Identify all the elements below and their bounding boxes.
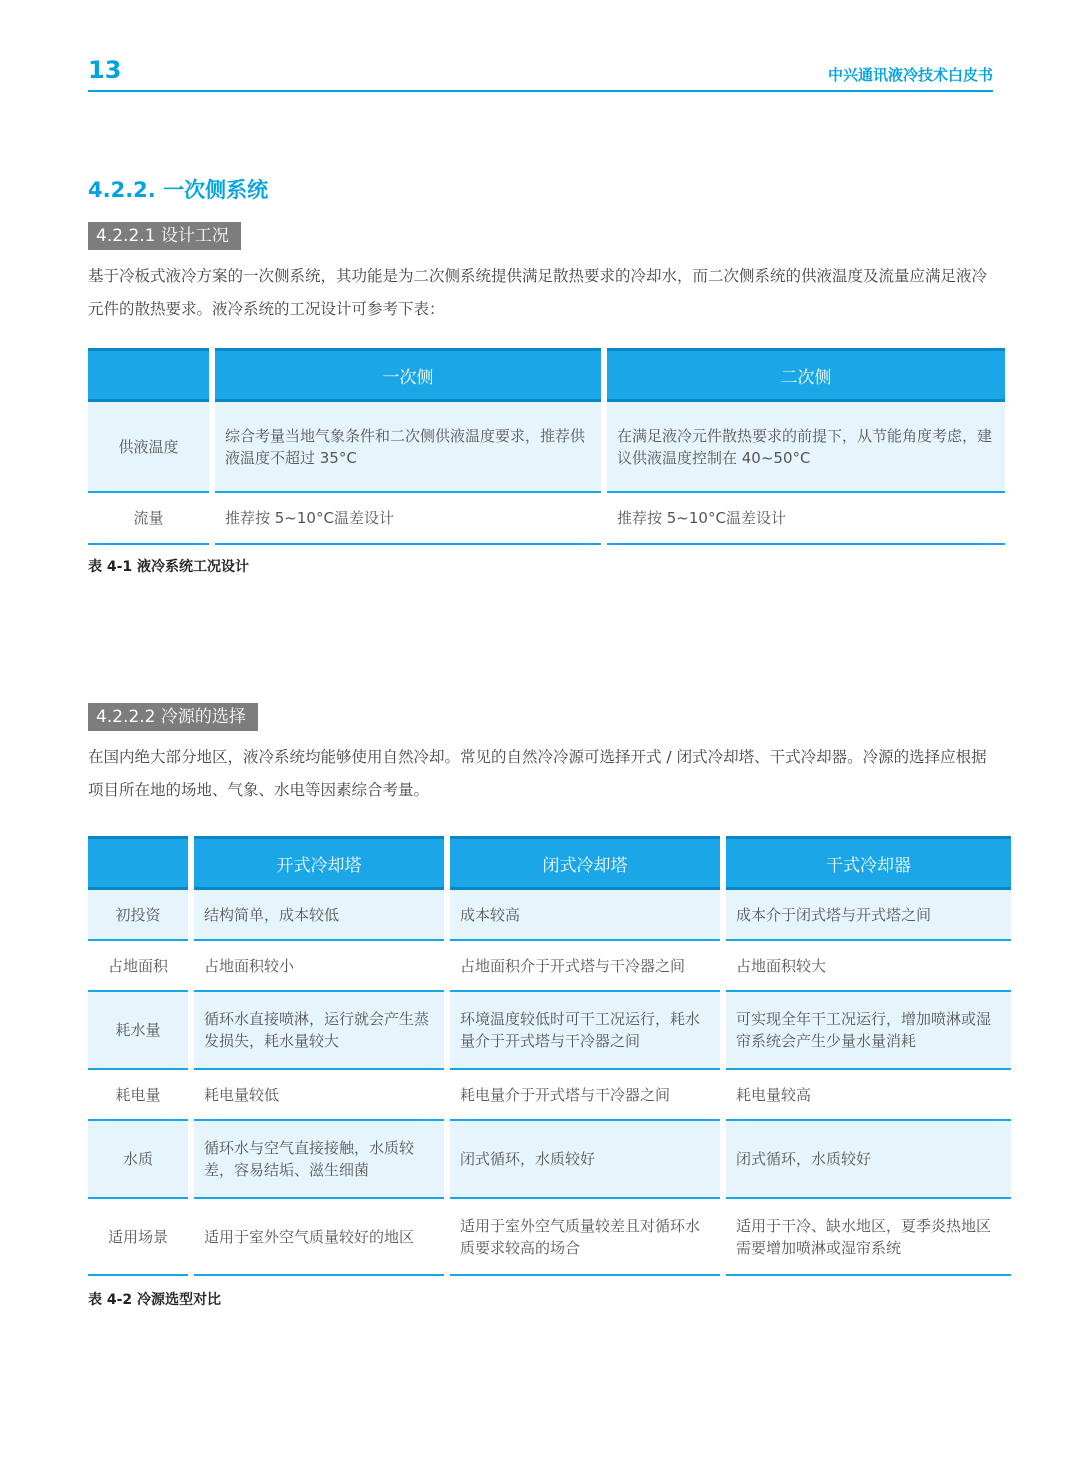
table-cooling-source-comparison [82,836,1017,1276]
table-caption-1: 表 4-1 液冷系统工况设计 [88,559,250,575]
paragraph-design: 基于冷板式液冷方案的一次侧系统，其功能是为二次侧系统提供满足散热要求的冷却水，而二次侧系统的供液温度及流量应满足液冷元件的散热要求。液冷系统的工况设计可参考下表： [88,267,988,318]
table-row [88,941,1011,992]
table-cell: 适用于室外空气质量较好的地区 [194,1199,444,1276]
document-title: 中兴通讯液冷技术白皮书 [827,66,993,84]
row-header: 水质 [88,1121,188,1199]
table-cell: 适用于干冷、缺水地区，夏季炎热地区需要增加喷淋或湿帘系统 [726,1199,1011,1276]
table-cell: 成本较高 [450,890,720,941]
table-cell: 推荐按 5~10°C温差设计 [607,493,1005,545]
table-row [88,493,1005,545]
header-cell [88,348,209,402]
page-header [88,56,993,92]
table-cell: 占地面积较小 [194,941,444,992]
table-cell: 耗电量介于开式塔与干冷器之间 [450,1070,720,1121]
header-cell: 干式冷却器 [726,836,1011,890]
table-row [88,1070,1011,1121]
row-header: 供液温度 [88,402,209,493]
subsection-title-design: 4.2.2.1 设计工况 [88,222,241,250]
table-row [88,890,1011,941]
table-cell: 可实现全年干工况运行，增加喷淋或湿帘系统会产生少量水量消耗 [726,992,1011,1070]
table-cell: 推荐按 5~10°C温差设计 [215,493,601,545]
subsection-title-cooling-source: 4.2.2.2 冷源的选择 [88,703,258,731]
table-cell: 占地面积介于开式塔与干冷器之间 [450,941,720,992]
page-number: 13 [88,56,122,84]
header-cell: 开式冷却塔 [194,836,444,890]
row-header: 适用场景 [88,1199,188,1276]
header-cell: 二次侧 [607,348,1005,402]
table-cell: 占地面积较大 [726,941,1011,992]
row-header: 耗电量 [88,1070,188,1121]
table-cell: 闭式循环，水质较好 [726,1121,1011,1199]
table-cell: 在满足液冷元件散热要求的前提下，从节能角度考虑，建议供液温度控制在 40~50°C [607,402,1005,493]
header-cell [88,836,188,890]
table-cell: 闭式循环，水质较好 [450,1121,720,1199]
table-cell: 适用于室外空气质量较差且对循环水质要求较高的场合 [450,1199,720,1276]
table-row [88,402,1005,493]
table-cell: 成本介于闭式塔与开式塔之间 [726,890,1011,941]
row-header: 耗水量 [88,992,188,1070]
table-cell: 循环水与空气直接接触，水质较差，容易结垢、滋生细菌 [194,1121,444,1199]
table-header-row [88,836,1011,890]
table-row [88,1121,1011,1199]
table-row [88,1199,1011,1276]
row-header: 初投资 [88,890,188,941]
header-cell: 一次侧 [215,348,601,402]
table-cell: 环境温度较低时可干工况运行，耗水量介于开式塔与干冷器之间 [450,992,720,1070]
table-cell: 耗电量较低 [194,1070,444,1121]
paragraph-cooling-source: 在国内绝大部分地区，液冷系统均能够使用自然冷却。常见的自然冷冷源可选择开式 / 闭式冷却塔、干式冷却器。冷源的选择应根据项目所在地的场地、气象、水电等因素综合考量。 [88,748,987,799]
table-cell: 综合考量当地气象条件和二次侧供液温度要求，推荐供液温度不超过 35°C [215,402,601,493]
section-title: 4.2.2. 一次侧系统 [88,178,269,202]
table-cell: 耗电量较高 [726,1070,1011,1121]
table-design-conditions [82,348,1011,545]
table-row [88,992,1011,1070]
table-cell: 结构简单，成本较低 [194,890,444,941]
header-cell: 闭式冷却塔 [450,836,720,890]
table-caption-2: 表 4-2 冷源选型对比 [88,1292,222,1308]
table-cell: 循环水直接喷淋，运行就会产生蒸发损失，耗水量较大 [194,992,444,1070]
row-header: 流量 [88,493,209,545]
row-header: 占地面积 [88,941,188,992]
table-header-row [88,348,1005,402]
